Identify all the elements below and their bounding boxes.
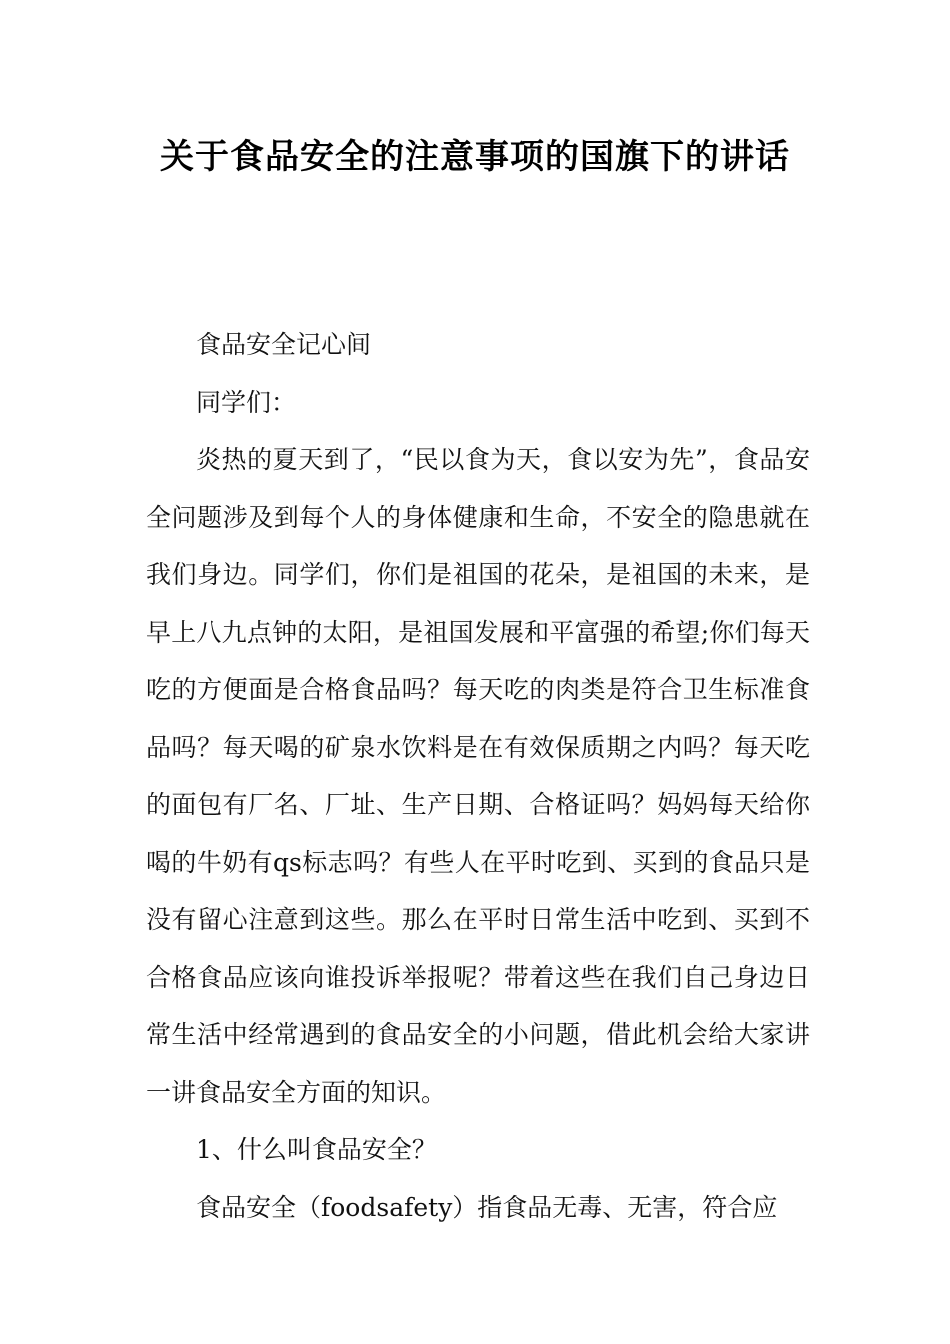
document-title: 关于食品安全的注意事项的国旗下的讲话: [160, 137, 790, 177]
document-body: [146, 316, 810, 1236]
paragraph-subtitle: 食品安全记心间: [196, 330, 372, 359]
paragraph-heading-1: 1、什么叫食品安全？: [196, 1135, 437, 1164]
paragraph-intro: 炎热的夏天到了，“民以食为天，食以安为先”，食品安全问题涉及到每个人的身体健康和生命，不安全的隐患就在我们身边。同学们，你们是祖国的花朵，是祖国的未来，是早上八九点钟的太阳，是祖国发展和平富强的希望;你们每天吃的方便面是合格食品吗？每天吃的肉类是符合卫生标准食品吗？每天喝的矿泉水饮料是在有效保质期之内吗？每天吃的面包有厂名、厂址、生产日期、合格证吗？妈妈每天给你喝的牛奶有qs标志吗？有些人在平时吃到、买到的食品只是没有留心注意到这些。那么在平时日常生活中吃到、买到不合格食品应该向谁投诉举报呢？带着这些在我们自己身边日常生活中经常遇到的食品安全的小问题，借此机会给大家讲一讲食品安全方面的知识。: [146, 445, 810, 1107]
paragraph-definition: 食品安全（foodsafety）指食品无毒、无害，符合应: [196, 1192, 778, 1222]
paragraph-salutation: 同学们：: [196, 387, 297, 417]
